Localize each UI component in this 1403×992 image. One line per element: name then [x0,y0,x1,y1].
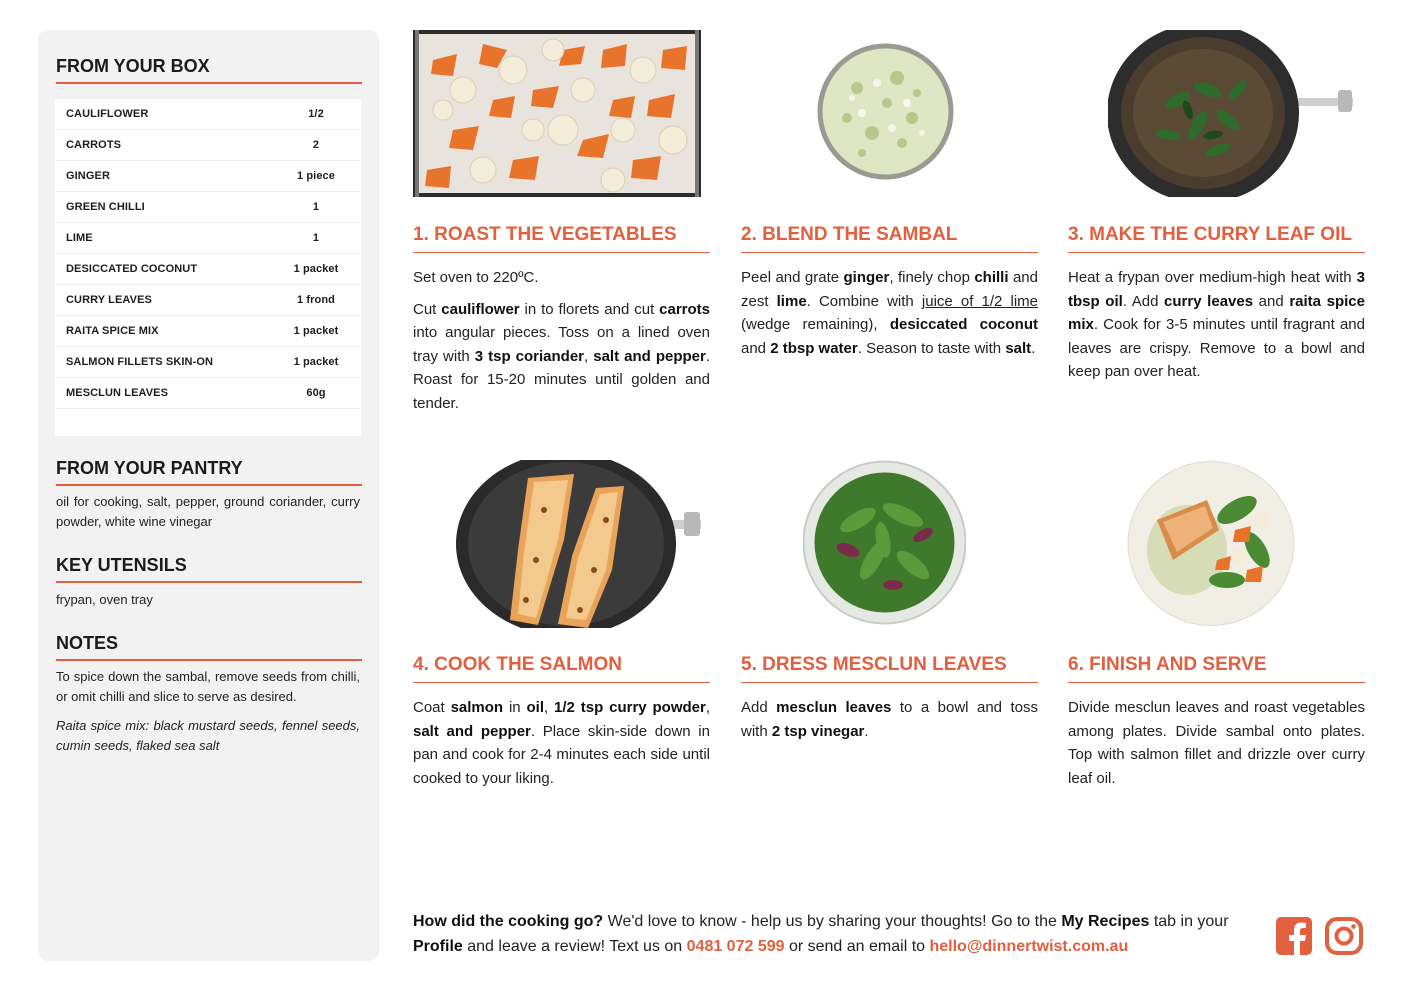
step-6-para: Divide mesclun leaves and roast vegetables among plates. Divide sambal onto plates. Top with salmon fillet and drizzle over curry leaf oil. [1068,699,1365,787]
step-1-para-1: Set oven to 220ºC. [413,269,539,286]
notes-text: To spice down the sambal, remove seeds from chilli, or omit chilli and slice to serve as desired. [56,669,360,704]
ingredient-name: CARROTS [66,139,122,151]
ingredient-row [55,223,361,254]
ingredient-name: MESCLUN LEAVES [66,387,169,399]
ingredient-row [55,347,361,378]
step-3-para: Heat a frypan over medium-high heat with 3 tbsp oil. Add curry leaves and raita spice mix. Cook for 3-5 minutes until fragrant and leaves are crispy. Remove to a bowl and keep pan over heat. [1068,269,1365,380]
ingredient-row [55,378,361,409]
ingredient-qty: 60g [306,387,326,399]
ingredients-table [55,99,361,436]
step-1-title: 1. ROAST THE VEGETABLES [413,224,710,253]
ingredient-qty: 2 [312,139,320,151]
sidebar [38,30,379,961]
ingredient-row [55,285,361,316]
step-1-body [413,266,710,423]
step-6-title: 6. FINISH AND SERVE [1068,654,1365,683]
step-5-title: 5. DRESS MESCLUN LEAVES [741,654,1038,683]
step-3-title: 3. MAKE THE CURRY LEAF OIL [1068,224,1365,253]
ingredient-qty: 1 packet [293,356,339,368]
ingredient-row [55,254,361,285]
ingredient-row [55,161,361,192]
pantry-text: oil for cooking, salt, pepper, ground coriander, curry powder, white wine vinegar [56,494,360,529]
ingredient-qty: 1 [312,201,320,213]
step-4-para: Coat salmon in oil, 1/2 tsp curry powder, salt and pepper. Place skin-side down in pan and cook for 2-4 minutes each side until cooked to your liking. [413,699,711,787]
ingredient-name: SALMON FILLETS SKIN-ON [66,356,214,368]
mesclun-bowl-photo [803,460,966,625]
ingredient-name: GREEN CHILLI [66,201,145,213]
ingredient-row [55,130,361,161]
ingredient-name: GINGER [66,170,110,182]
facebook-icon[interactable] [1276,917,1312,960]
ingredient-row [55,192,361,223]
roast-vegetables-photo [413,30,701,197]
ingredient-qty: 1 packet [293,263,339,275]
salmon-pan-photo [456,460,703,628]
step-2-body [741,266,1038,368]
notes-title: NOTES [56,633,362,661]
feedback-footer: How did the cooking go? We'd love to know - help us by sharing your thoughts! Go to the My Recipes tab in your Profile and leave a review! Text us on 0481 072 599 or send an email to hello@dinnertwist.com.au [413,913,1229,955]
ingredient-qty: 1/2 [308,108,324,120]
ingredient-qty: 1 piece [296,170,335,182]
step-1-para-2: Cut cauliflower in to florets and cut carrots into angular pieces. Toss on a lined oven tray with 3 tsp coriander, salt and pepper. Roast for 15-20 minutes until golden and tender. [413,300,711,412]
sambal-bowl-photo [817,43,954,180]
step-2-title: 2. BLEND THE SAMBAL [741,224,1038,253]
pantry-title: FROM YOUR PANTRY [56,458,362,486]
email-link[interactable]: hello@dinnertwist.com.au [929,938,1129,955]
utensils-title: KEY UTENSILS [56,555,362,583]
ingredient-name: CAULIFLOWER [66,108,149,120]
step-4-body [413,696,710,798]
instagram-icon[interactable] [1325,917,1363,960]
step-6-body [1068,696,1365,798]
step-4-title: 4. COOK THE SALMON [413,654,710,683]
step-2-para: Peel and grate ginger, finely chop chilli and zest lime. Combine with juice of 1/2 lime (wedge remaining), desiccated coconut and 2 tbsp water. Season to taste with salt. [741,269,1038,357]
ingredient-row [55,99,361,130]
curry-leaf-oil-pan-photo [1108,30,1356,197]
utensils-text: frypan, oven tray [56,592,153,607]
finished-plate-photo [1127,460,1295,627]
step-5-para: Add mesclun leaves to a bowl and toss with 2 tsp vinegar. [741,699,1039,740]
ingredient-name: CURRY LEAVES [66,294,152,306]
step-3-body [1068,266,1365,392]
ingredient-qty: 1 frond [297,294,335,306]
notes-italic-text: Raita spice mix: black mustard seeds, fennel seeds, cumin seeds, flaked sea salt [56,718,360,753]
ingredient-name: RAITA SPICE MIX [66,325,159,337]
box-title: FROM YOUR BOX [56,56,362,84]
step-5-body [741,696,1038,751]
ingredient-name: DESICCATED COCONUT [66,263,198,275]
phone-link[interactable]: 0481 072 599 [686,938,785,955]
ingredient-name: LIME [66,232,93,244]
ingredient-qty: 1 packet [293,325,339,337]
ingredient-row [55,316,361,347]
ingredient-qty: 1 [312,232,320,244]
